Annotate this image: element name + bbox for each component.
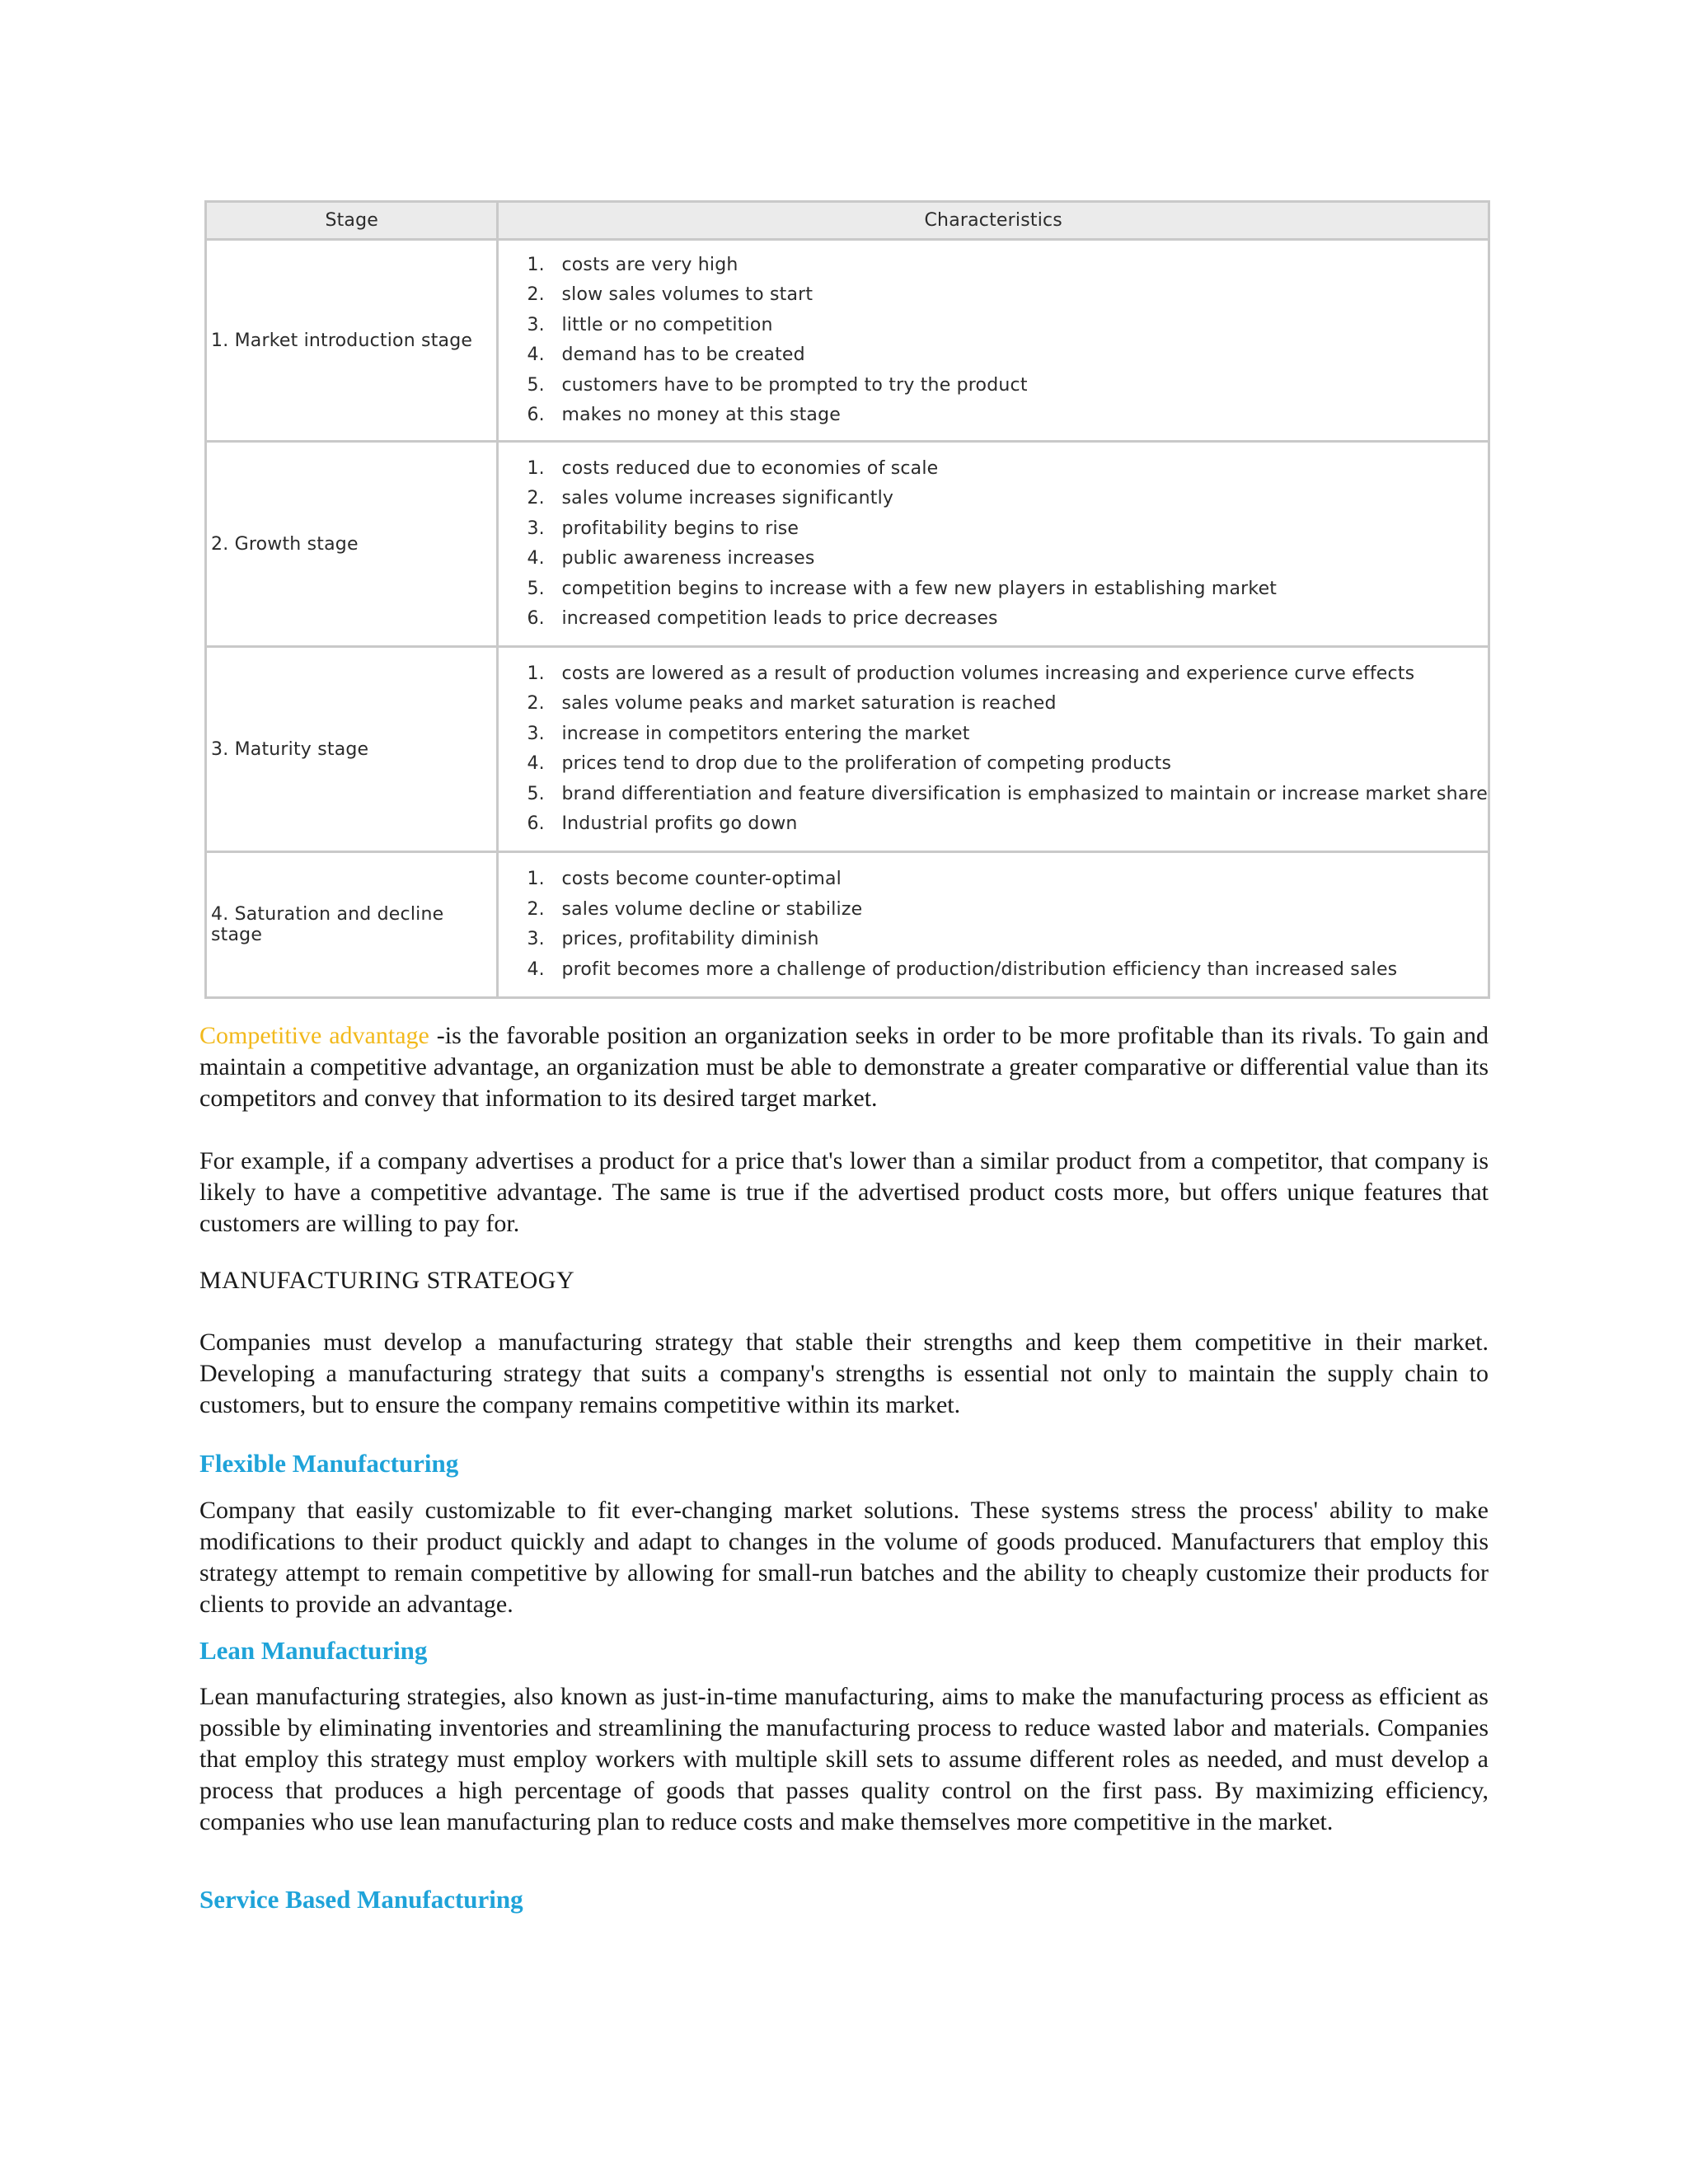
list-item (499, 371, 1488, 401)
list-item (499, 659, 1488, 690)
item-text: prices tend to drop due to the proliferation of competing products (561, 753, 1172, 774)
item-number: 4. (527, 548, 545, 569)
item-text: costs become counter-optimal (561, 869, 842, 889)
manufacturing-strategy-intro: Companies must develop a manufacturing strategy that stable their strengths and keep them competitive in their market. Developing a manufacturing strategy that suits a company's strengths is essential not only to maintain the supply chain to customers, but to ensure the company remains competitive within its market. (199, 1329, 1489, 1418)
item-number: 2. (527, 488, 545, 509)
item-number: 3. (527, 314, 545, 335)
manufacturing-strategy-heading: MANUFACTURING STRATEOGY (199, 1267, 575, 1294)
list-item (499, 689, 1488, 719)
list-item (499, 780, 1488, 810)
table-row (206, 240, 1489, 442)
item-text: customers have to be prompted to try the product (561, 374, 1028, 396)
characteristics-list (499, 659, 1488, 840)
characteristics-cell (498, 240, 1489, 442)
list-item (499, 895, 1488, 926)
item-text: prices, profitability diminish (561, 929, 819, 949)
competitive-advantage-definition: -is the favorable position an organization seeks in order to be more profitable than its rivals. To gain and maintain a competitive advantage, an organization must be able to demonstrate a greater comparative or differential value than its competitors and convey that information to its desired target market. (199, 1022, 1489, 1112)
item-number: 6. (527, 608, 545, 629)
table-row (206, 647, 1489, 852)
characteristics-list (499, 454, 1488, 635)
item-number: 3. (527, 518, 545, 539)
service-based-manufacturing-heading: Service Based Manufacturing (199, 1885, 523, 1914)
item-number: 1. (527, 869, 545, 889)
list-item (499, 719, 1488, 750)
characteristics-list (499, 251, 1488, 431)
item-number: 2. (527, 693, 545, 714)
item-text: competition begins to increase with a few new players in establishing market (561, 578, 1278, 599)
item-number: 2. (527, 898, 545, 920)
characteristics-column-header: Characteristics (498, 202, 1489, 240)
item-number: 3. (527, 929, 545, 949)
item-text: sales volume increases significantly (561, 488, 894, 509)
table-row (206, 852, 1489, 998)
stage-column-header: Stage (206, 202, 498, 240)
list-item (499, 925, 1488, 955)
item-number: 6. (527, 405, 545, 425)
item-text: public awareness increases (561, 548, 815, 569)
stage-cell: 2. Growth stage (206, 442, 498, 647)
list-item (499, 251, 1488, 281)
list-item (499, 574, 1488, 605)
item-text: demand has to be created (561, 344, 805, 365)
list-item (499, 484, 1488, 514)
flexible-manufacturing-body: Company that easily customizable to fit ever-changing market solutions. These systems stress the process' ability to make modifications to their product quickly and adapt to changes in the volume of goods produced. Manufacturers that employ this strategy attempt to remain competitive by allowing for small-run batches and the ability to cheaply customize their products for clients to provide an advantage. (199, 1497, 1489, 1618)
table-header-row (206, 202, 1489, 240)
stage-cell: 3. Maturity stage (206, 647, 498, 852)
item-number: 5. (527, 578, 545, 599)
item-text: costs are lowered as a result of production volumes increasing and experience curve effects (561, 663, 1415, 684)
characteristics-cell (498, 647, 1489, 852)
stage-cell: 1. Market introduction stage (206, 240, 498, 442)
list-item (499, 514, 1488, 545)
characteristics-cell (498, 852, 1489, 998)
item-text: sales volume decline or stabilize (561, 898, 863, 920)
item-number: 4. (527, 344, 545, 365)
item-text: increased competition leads to price decreases (561, 608, 998, 629)
lean-manufacturing-heading: Lean Manufacturing (199, 1636, 428, 1665)
flexible-manufacturing-heading: Flexible Manufacturing (199, 1449, 459, 1478)
list-item (499, 604, 1488, 635)
list-item (499, 749, 1488, 780)
item-text: makes no money at this stage (561, 405, 842, 425)
list-item (499, 340, 1488, 371)
example-paragraph: For example, if a company advertises a product for a price that's lower than a similar product from a competitor, that company is likely to have a competitive advantage. The same is true if the advertised product costs more, but offers unique features that customers are willing to pay for. (199, 1147, 1489, 1237)
item-number: 5. (527, 374, 545, 396)
item-text: sales volume peaks and market saturation is reached (561, 693, 1057, 714)
item-text: little or no competition (561, 314, 773, 335)
competitive-advantage-term: Competitive advantage (199, 1022, 429, 1049)
item-text: costs reduced due to economies of scale (561, 457, 939, 479)
item-text: increase in competitors entering the market (561, 723, 970, 744)
characteristics-list (499, 865, 1488, 985)
competitive-advantage-paragraph (199, 1020, 1489, 1114)
item-text: Industrial profits go down (561, 813, 798, 834)
item-number: 4. (527, 753, 545, 774)
item-number: 2. (527, 284, 545, 305)
list-item (499, 809, 1488, 840)
stage-cell: 4. Saturation and decline stage (206, 852, 498, 998)
item-text: profitability begins to rise (561, 518, 799, 539)
list-item (499, 865, 1488, 895)
item-number: 4. (527, 958, 545, 980)
lifecycle-table (204, 200, 1490, 999)
lean-manufacturing-body: Lean manufacturing strategies, also known as just-in-time manufacturing, aims to make the manufacturing process as efficient as possible by eliminating inventories and streamlining the manufacturing process to reduce wasted labor and materials. Companies that employ this strategy must employ workers with multiple skill sets to assume different roles as needed, and must develop a process that produces a high percentage of goods that passes quality control on the first pass. By maximizing efficiency, companies who use lean manufacturing plan to reduce costs and make themselves more competitive in the market. (199, 1683, 1489, 1835)
characteristics-cell (498, 442, 1489, 647)
list-item (499, 544, 1488, 574)
item-text: brand differentiation and feature diversification is emphasized to maintain or increase market share (561, 783, 1488, 804)
item-text: costs are very high (561, 254, 738, 275)
item-number: 3. (527, 723, 545, 744)
list-item (499, 955, 1488, 986)
list-item (499, 311, 1488, 341)
item-number: 1. (527, 254, 545, 275)
item-number: 5. (527, 783, 545, 804)
table-row (206, 442, 1489, 647)
item-number: 6. (527, 813, 545, 834)
list-item (499, 401, 1488, 431)
list-item (499, 454, 1488, 485)
item-text: slow sales volumes to start (561, 284, 814, 305)
item-number: 1. (527, 457, 545, 479)
item-text: profit becomes more a challenge of production/distribution efficiency than increased sales (561, 958, 1398, 980)
list-item (499, 280, 1488, 311)
item-number: 1. (527, 663, 545, 684)
